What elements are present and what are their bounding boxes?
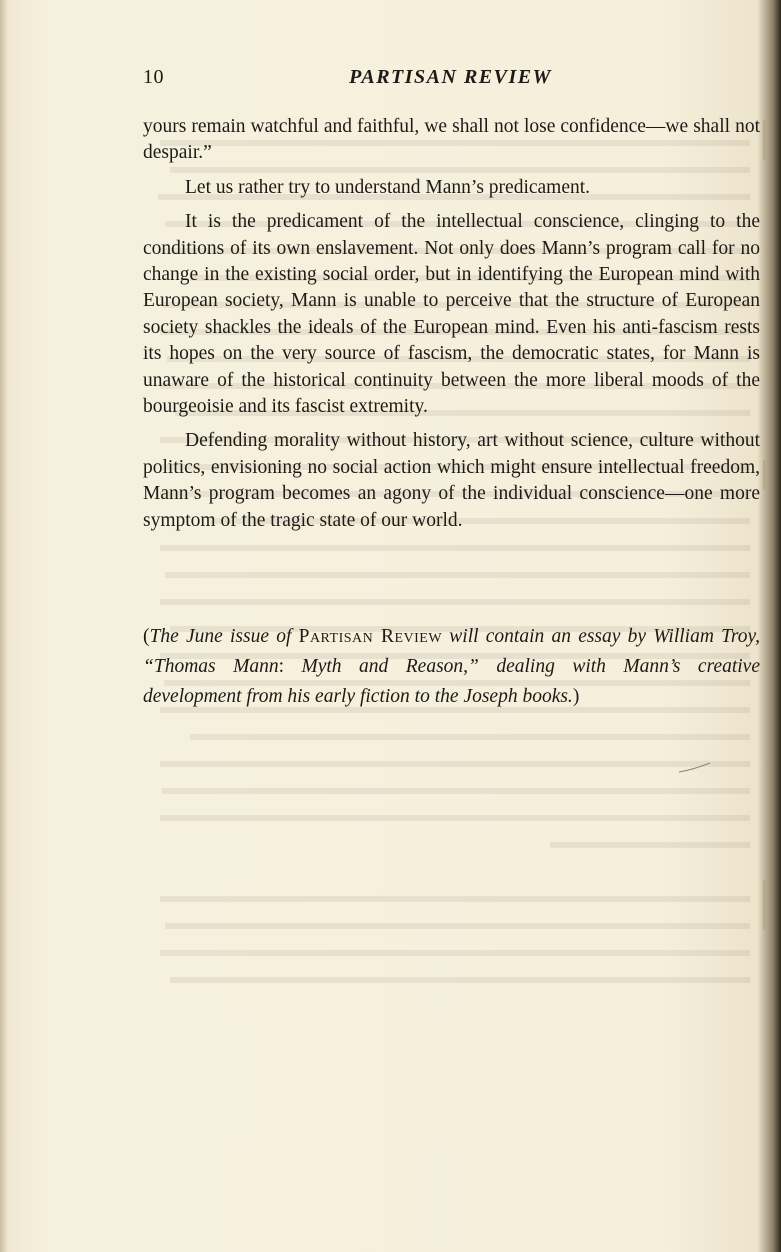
paragraph-4: Defending morality without history, art without science, culture without politics, envisioning no social action which might ensure intellectual freedom, Mann’s program becomes an agony of the individual conscience—one more symptom of the tragic state of our world.	[143, 430, 760, 531]
running-head	[143, 66, 758, 96]
page-edge-marks	[761, 100, 767, 1200]
note-colon: :	[278, 656, 285, 677]
editorial-note	[143, 622, 760, 712]
note-open-paren: (	[143, 626, 150, 647]
journal-title: PARTISAN REVIEW	[349, 66, 552, 88]
note-text-2: will contain an essay by William Troy, “Thomas Mann	[143, 626, 760, 677]
note-close-paren: )	[572, 686, 580, 707]
paragraph-3: It is the predicament of the intellectual conscience, clinging to the conditions of its own enslavement. Not only does Mann’s program call for no change in the existing social order, but in identifying the European mind with European society, Mann is unable to perceive that the structure of European society shackles the ideals of the European mind. Even his anti-fascism rests its hopes on the very source of fascism, the democratic states, for Mann is unaware of the historical continuity between the more liberal moods of the bourgeoisie and its fascist extremity.	[143, 211, 760, 418]
gutter-shadow	[0, 0, 8, 1252]
paper-crease-mark	[678, 762, 712, 774]
note-text-3: Myth and Reason,” dealing with Mann’s creative development from his early fiction to the Joseph books.	[143, 656, 760, 707]
paragraph-1: yours remain watchful and faithful, we shall not lose confidence—we shall not despair.”	[143, 116, 760, 164]
article-body	[143, 114, 760, 542]
note-journal-name: Partisan Review	[298, 626, 443, 647]
note-text-1: The June issue of	[149, 626, 299, 647]
paragraph-2: Let us rather try to understand Mann’s predicament.	[185, 176, 591, 198]
page-number: 10	[143, 66, 164, 88]
